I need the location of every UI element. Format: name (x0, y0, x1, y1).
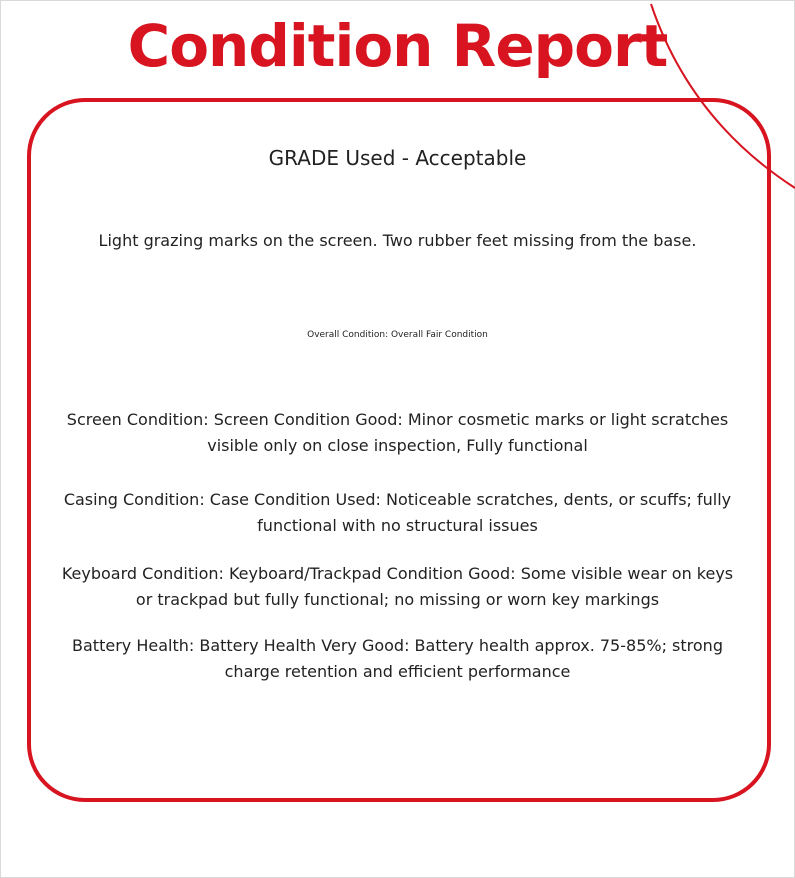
overall-condition: Overall Condition: Overall Fair Condition (307, 330, 488, 340)
casing-condition: Casing Condition: Case Condition Used: Noticeable scratches, dents, or scuffs; fully functional with no structural issues (63, 490, 732, 535)
condition-summary: Light grazing marks on the screen. Two rubber feet missing from the base. (98, 231, 697, 250)
keyboard-condition: Keyboard Condition: Keyboard/Trackpad Condition Good: Some visible wear on keys or trackpad but fully functional; no missing or worn key markings (61, 564, 734, 609)
screen-condition: Screen Condition: Screen Condition Good: Minor cosmetic marks or light scratches visible only on close inspection, Fully functional (66, 410, 729, 455)
battery-health: Battery Health: Battery Health Very Good: Battery health approx. 75-85%; strong charge retention and efficient performance (72, 636, 723, 681)
grade-label: GRADE Used - Acceptable (268, 146, 527, 170)
report-title: Condition Report (127, 12, 668, 80)
